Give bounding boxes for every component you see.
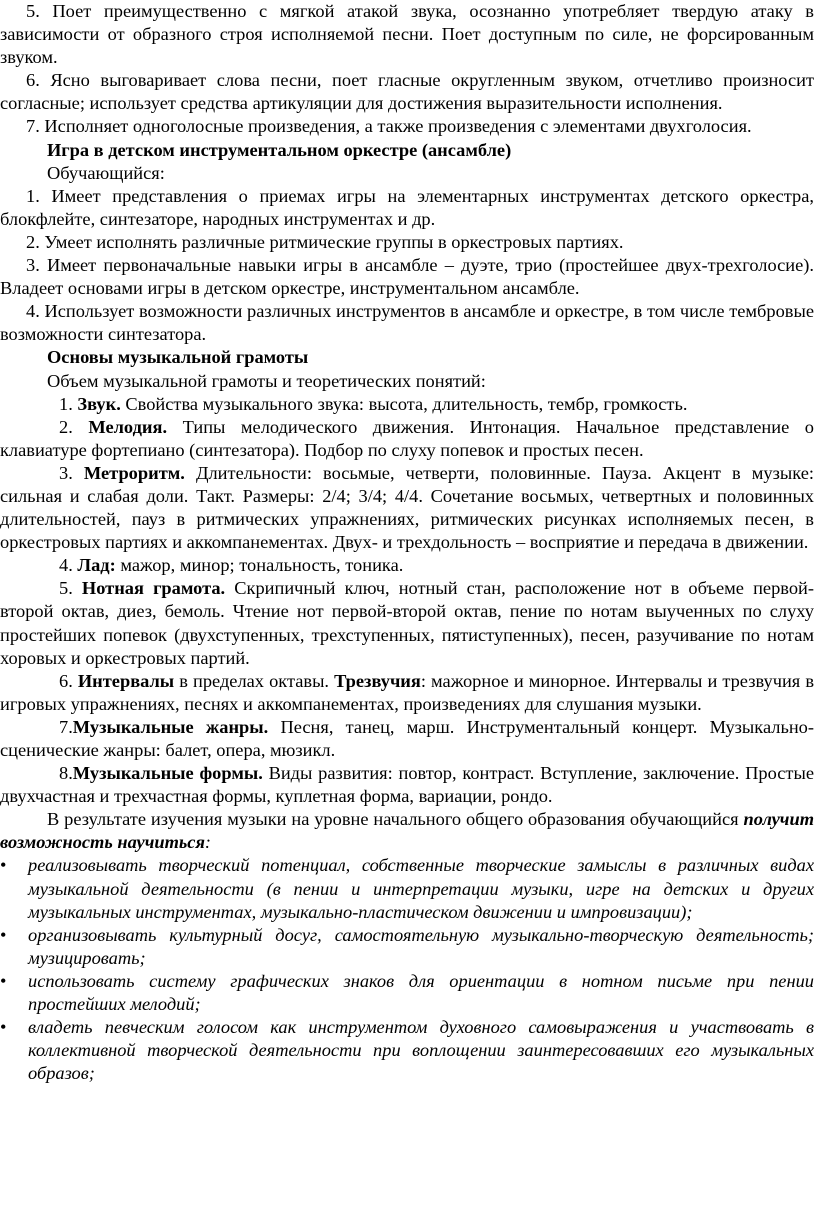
- list-item: • владеть певческим голосом как инструментом духовного самовыражения и участвовать в коллективной творческой деятельности при воплощении заинтересовавших его музыкальных образов;: [0, 1017, 814, 1084]
- singing-item-7: 7. Исполняет одноголосные произведения, а также произведения с элементами двухголосия.: [26, 116, 752, 137]
- orchestra-heading: Игра в детском инструментальном оркестре (ансамбле): [47, 139, 512, 160]
- bullet-marker: •: [0, 1017, 7, 1038]
- list-item: • реализовывать творческий потенциал, собственные творческие замыслы в различных видах музыкальной деятельности (в пении и интерпретации музыки, игре на детских и других музыкальных инструментах, музыкально-пластическом движении и импровизации);: [0, 855, 814, 922]
- orchestra-item-3: 3. Имеет первоначальные навыки игры в ансамбле – дуэте, трио (простейшее двух-трехголосие). Владеет основами игры в детском оркестре, инструментальном ансамбле.: [0, 255, 814, 299]
- literacy-item-6: 6. Интервалы в пределах октавы. Трезвучия: мажорное и минорное. Интервалы и трезвучия в игровых упражнениях, песнях и аккомпанементах, произведениях для слушания музыки.: [0, 670, 815, 714]
- orchestra-learner: Обучающийся:: [47, 162, 165, 183]
- bullet-marker: •: [0, 855, 7, 876]
- results-intro: В результате изучения музыки на уровне начального общего образования обучающийся получит возможность научиться:: [0, 809, 814, 853]
- singing-item-5: 5. Поет преимущественно с мягкой атакой звука, осознанно употребляет твердую атаку в зависимости от образного строя исполняемой песни. Поет доступным по силе, не форсированным звуком.: [0, 1, 814, 68]
- literacy-intro: Объем музыкальной грамоты и теоретических понятий:: [47, 370, 486, 391]
- literacy-heading: Основы музыкальной грамоты: [47, 347, 309, 368]
- bullet-marker: •: [0, 924, 7, 945]
- literacy-item-7: 7.Музыкальные жанры. Песня, танец, марш. Инструментальный концерт. Музыкально-сценические жанры: балет, опера, мюзикл.: [0, 716, 814, 760]
- literacy-item-4: 4. Лад: мажор, минор; тональность, тоника.: [59, 555, 404, 576]
- literacy-item-2: 2. Мелодия. Типы мелодического движения. Интонация. Начальное представление о клавиатуре фортепиано (синтезатора). Подбор по слуху попевок и простых песен.: [0, 416, 815, 460]
- bullet-marker: •: [0, 970, 7, 991]
- literacy-item-3: 3. Метроритм. Длительности: восьмые, четверти, половинные. Пауза. Акцент в музыке: сильная и слабая доли. Такт. Размеры: 2/4; 3/4; 4/4. Сочетание восьмых, четвертных и половинных длительностей, пауз в ритмических упражнениях, ритмических рисунках исполняемых песен, в оркестровых партиях и аккомпанементах. Двух- и трехдольность – восприятие и передача в движении.: [0, 462, 814, 553]
- literacy-item-8: 8.Музыкальные формы. Виды развития: повтор, контраст. Вступление, заключение. Простые двухчастная и трехчастная формы, куплетная форма, вариации, рондо.: [0, 763, 814, 807]
- literacy-item-1: 1. Звук. Свойства музыкального звука: высота, длительность, тембр, громкость.: [59, 393, 688, 414]
- list-item: • организовывать культурный досуг, самостоятельную музыкально-творческую деятельность; музицировать;: [0, 924, 814, 968]
- list-item: • использовать систему графических знаков для ориентации в нотном письме при пении простейших мелодий;: [0, 970, 814, 1015]
- literacy-item-5: 5. Нотная грамота. Скрипичный ключ, нотный стан, расположение нот в объеме первой-второй октав, диез, бемоль. Чтение нот первой-второй октав, пение по нотам выученных по слуху простейших попевок (двухступенных, трехступенных, пятиступенных), песен, разучивание по нотам хоровых и оркестровых партий.: [0, 578, 814, 668]
- results-bullet-list: [0, 854, 814, 1085]
- singing-item-6: 6. Ясно выговаривает слова песни, поет гласные округленным звуком, отчетливо произносит согласные; использует средства артикуляции для достижения выразительности исполнения.: [0, 70, 814, 114]
- orchestra-item-2: 2. Умеет исполнять различные ритмические группы в оркестровых партиях.: [26, 231, 624, 252]
- orchestra-item-1: 1. Имеет представления о приемах игры на элементарных инструментах детского оркестра, блокфлейте, синтезаторе, народных инструментах и др.: [0, 185, 814, 229]
- orchestra-item-4: 4. Использует возможности различных инструментов в ансамбле и оркестре, в том числе тембровые возможности синтезатора.: [0, 301, 814, 345]
